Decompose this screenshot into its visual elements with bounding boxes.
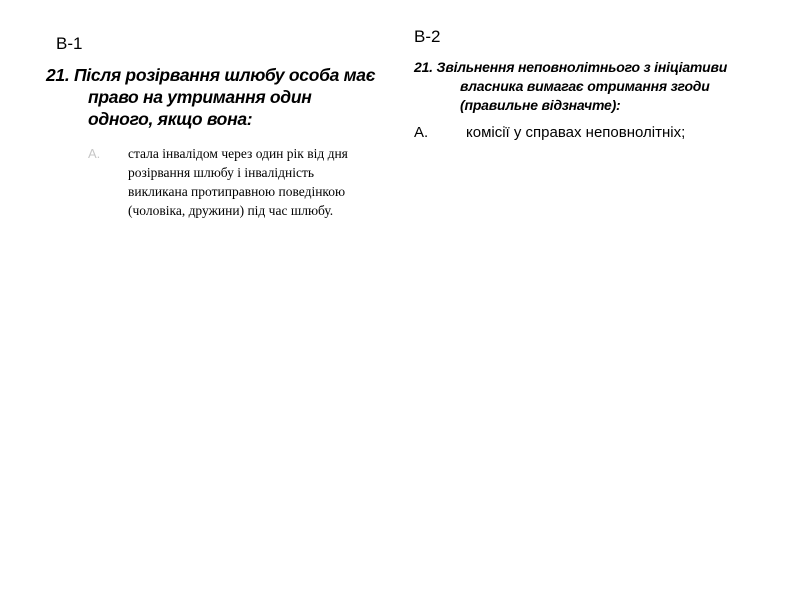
right-column [414, 27, 754, 143]
left-column [46, 34, 376, 220]
answer-marker-left: A. [88, 146, 101, 161]
variant-label-left: B-1 [56, 34, 83, 53]
answer-option-left [88, 144, 376, 220]
variant-label-right: B-2 [414, 27, 441, 46]
answer-option-right [414, 123, 754, 143]
question-left: 21. Після розірвання шлюбу особа має право на утримання один одного, якщо вона: [46, 65, 376, 129]
question-right: 21. Звільнення неповнолітнього з ініціативи власника вимагає отримання згоди (правильне відзначте): [414, 59, 728, 113]
answer-text-right: комісії у справах неповнолітніх; [466, 124, 686, 141]
answer-marker-right: А. [414, 124, 429, 141]
answer-text-left: стала інвалідом через один рік від дня розірвання шлюбу і інвалідність викликана протиправною поведінкою (чоловіка, дружини) під час шлюбу. [128, 146, 348, 218]
